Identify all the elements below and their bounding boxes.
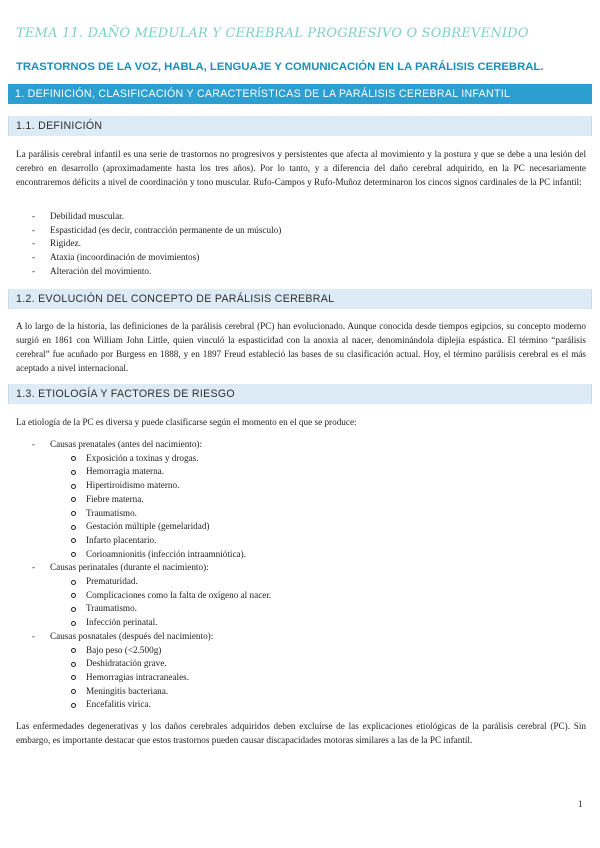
bullet-icon [71,456,76,461]
bullet-icon [71,484,76,489]
bullet-icon [71,675,76,680]
bullet-icon [71,538,76,543]
list-item: - Alteración del movimiento. [16,265,586,279]
list-item: Bajo peso (<2.500g) [16,644,586,658]
cardinal-signs-list [16,210,586,279]
bullet-icon [71,470,76,475]
etiology-list [16,438,586,712]
bullet-icon [71,552,76,557]
list-item: Complicaciones como la falta de oxígeno al nacer. [16,589,586,603]
topic-title: TEMA 11. DAÑO MEDULAR Y CEREBRAL PROGRESIVO O SOBREVENIDO [16,26,529,41]
etiology-intro: La etiología de la PC es diversa y puede clasificarse según el momento en el que se produce: [16,417,357,427]
bullet-icon [71,497,76,502]
list-item: Gestación múltiple (gemelaridad) [16,520,586,534]
cause-group-label: - Causas perinatales (durante el nacimiento): [16,561,586,575]
bullet-icon [71,525,76,530]
bullet-icon [71,621,76,626]
list-item: Hemorragias intracraneales. [16,671,586,685]
bullet-icon [71,607,76,612]
list-item: - Debilidad muscular. [16,210,586,224]
bullet-icon [71,593,76,598]
list-item: Encefalitis vírica. [16,698,586,712]
list-item: Hipertiroidismo materno. [16,479,586,493]
list-item: Infarto placentario. [16,534,586,548]
list-item: - Ataxia (incoordinación de movimientos) [16,251,586,265]
list-item: - Espasticidad (es decir, contracción permanente de un músculo) [16,224,586,238]
cause-group-label: - Causas prenatales (antes del nacimiento): [16,438,586,452]
cause-group-label: - Causas posnatales (después del nacimiento): [16,630,586,644]
bullet-icon [71,689,76,694]
list-item: Infección perinatal. [16,616,586,630]
list-item: Corioamnionitis (infección intraamniótica). [16,548,586,562]
list-item: - Rigidez. [16,237,586,251]
bullet-icon [71,648,76,653]
page-number: 1 [578,800,583,810]
list-item: Deshidratación grave. [16,657,586,671]
evolution-paragraph: A lo largo de la historia, las definiciones de la parálisis cerebral (PC) han evolucionado. Aunque conocida desde tiempos egipcios, su concepto moderno surgió en 1861 con William John Little, quien vinculó la espasticidad con la anoxia al nacer, denominándola diplejía espástica. El término “parálisis cerebral” fue acuñado por Burgess en 1888, y en 1897 Freud estableció las bases de su clasificación actual. Hoy, el término parálisis cerebral es el más aceptado a nivel internacional. [16,321,586,373]
list-item: Exposición a toxinas y drogas. [16,452,586,466]
list-item: Traumatismo. [16,602,586,616]
section-1-2-heading: 1.2. EVOLUCIÓN DEL CONCEPTO DE PARÁLISIS CEREBRAL [8,289,592,309]
list-item: Meningitis bacteriana. [16,685,586,699]
bullet-icon [71,703,76,708]
list-item: Traumatismo. [16,507,586,521]
section-1-3-heading: 1.3. ETIOLOGÍA Y FACTORES DE RIESGO [8,384,592,404]
bullet-icon [71,662,76,667]
definition-paragraph: La parálisis cerebral infantil es una serie de trastornos no progresivos y persistentes que afecta al movimiento y la postura y que se debe a una lesión del cerebro en desarrollo (aproximadamente hasta los tres años). Por lo tanto, y a diferencia del daño cerebral adquirido, en la PC necesariamente encontraremos déficits a nivel de coordinación y tono muscular. Rufo-Campos y Rufo-Muñoz determinaron los cincos signos cardinales de la PC infantil: [16,149,586,187]
closing-paragraph: Las enfermedades degenerativas y los daños cerebrales adquiridos deben excluirse de las explicaciones etiológicas de la parálisis cerebral (PC). Sin embargo, es importante destacar que estos trastornos pueden causar discapacidades motoras similares a las de la PC infantil. [16,721,586,745]
list-item: Prematuridad. [16,575,586,589]
document-subtitle: TRASTORNOS DE LA VOZ, HABLA, LENGUAJE Y COMUNICACIÓN EN LA PARÁLISIS CEREBRAL. [16,61,544,73]
list-item: Fiebre materna. [16,493,586,507]
section-1-heading: 1. DEFINICIÓN, CLASIFICACIÓN Y CARACTERÍSTICAS DE LA PARÁLISIS CEREBRAL INFANTIL [8,84,592,104]
bullet-icon [71,580,76,585]
bullet-icon [71,511,76,516]
list-item: Hemorragia materna. [16,465,586,479]
section-1-1-heading: 1.1. DEFINICIÓN [8,116,592,136]
